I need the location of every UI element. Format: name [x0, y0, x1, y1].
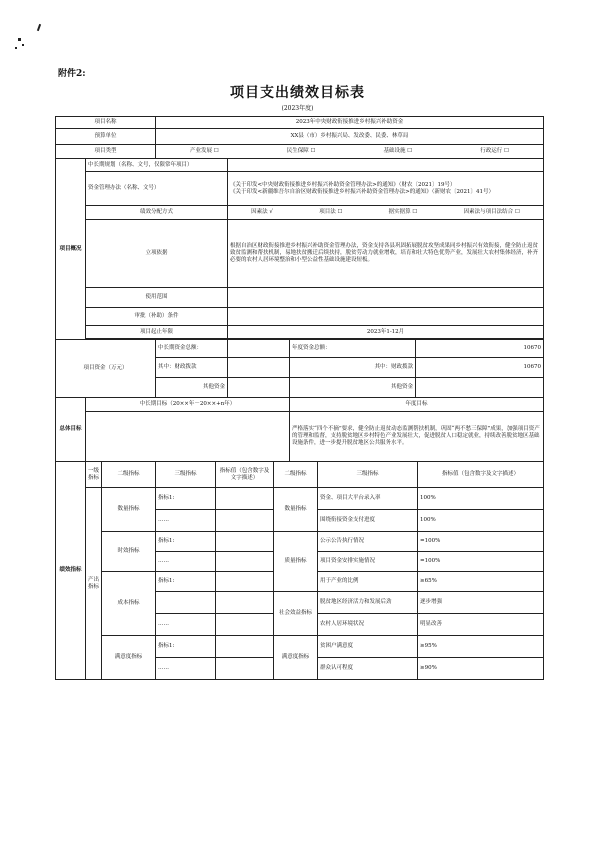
alloc-option-project[interactable]: [319, 209, 342, 216]
year-total-value: 10670: [416, 340, 544, 358]
approval-label: 审批（补助）条件: [86, 308, 228, 326]
right-l3: 公示公告执行情况: [318, 532, 418, 552]
long-total-label: 中长期资金总额：: [156, 340, 228, 358]
year-label: (2023年度): [281, 105, 314, 112]
scan-mark-3: [22, 44, 24, 46]
checkbox-icon: ☐: [213, 148, 219, 155]
overview-section-label: [56, 159, 86, 340]
right-l3: 贫困户满意度: [318, 636, 418, 658]
scan-mark-4: [15, 47, 17, 49]
long-other-label: 其他资金: [156, 378, 228, 398]
basis-label: 立项依据: [86, 220, 228, 288]
indicator-more: ……: [156, 658, 216, 680]
approval-value: [228, 308, 544, 326]
indicator-value: [216, 636, 274, 658]
right-value: =100%: [418, 552, 544, 572]
type-option-label: 民生保障: [286, 148, 309, 155]
scope-value: [228, 288, 544, 308]
attachment-label: 附件2:: [58, 69, 86, 79]
head-l2-right: 二级指标: [274, 462, 318, 488]
alloc-option-label: 项目法: [319, 209, 336, 216]
right-quality-label: 质量指标: [274, 532, 318, 592]
alloc-option-factor[interactable]: [251, 209, 273, 216]
indicators-section-label: [56, 462, 86, 680]
output-indicator-label: 产出指标: [86, 488, 102, 680]
goals-label-text: 总体目标: [59, 426, 82, 433]
checkbox-icon: ☐: [504, 148, 509, 155]
right-value: 100%: [418, 488, 544, 510]
type-option-label: 产业发展: [190, 148, 213, 155]
checkbox-icon: ☐: [407, 148, 413, 155]
dept-value: XX县（市）乡村振兴局、发改委、民委、林草局: [156, 129, 544, 145]
long-fiscal-label: 其中：财政拨款: [156, 358, 228, 378]
mgmt-value-line-1: 《关于印发<中央财政衔接推进乡村振兴补助资金管理办法>的通知》（财农〔2021〕19号）: [230, 181, 456, 188]
plan-label: 中长期规划（名称、文号，仅限常年项目）: [86, 159, 228, 172]
year-fiscal-value: 10670: [416, 358, 544, 378]
indicator-more: ……: [156, 552, 216, 572]
right-value: 100%: [418, 510, 544, 532]
goals-section-label: [56, 398, 86, 462]
indicator-item: 指标1:: [156, 572, 216, 592]
head-l2: 二级指标: [102, 462, 156, 488]
dept-label: 预算单位: [56, 129, 156, 145]
right-satisfaction-label: 满意度指标: [274, 636, 318, 680]
mgmt-label: 资金管理办法（名称、文号）: [86, 172, 228, 206]
alloc-label: 绩效分配方式: [86, 206, 228, 220]
year-total-label: 年度资金总额：: [290, 340, 416, 358]
type-option-label: 行政运行: [480, 148, 503, 155]
head-l3-right: 三级指标: [318, 462, 418, 488]
type-option-industry[interactable]: [190, 148, 219, 155]
checkmark-icon: √: [269, 209, 273, 216]
indicator-more: ……: [156, 510, 216, 532]
mgmt-value: [228, 172, 544, 206]
right-l3: 脱贫地区经济活力和发展后劲: [318, 592, 418, 614]
timeliness-indicator-label: 时效指标: [102, 532, 156, 572]
indicator-more: ……: [156, 614, 216, 636]
long-other-value: [228, 378, 290, 398]
checkbox-icon: ☐: [412, 209, 418, 216]
right-quantity-label: 数量指标: [274, 488, 318, 532]
year-fiscal-label: 其中：财政拨款: [290, 358, 416, 378]
indicator-value: [216, 572, 274, 592]
head-value: 指标值（包含数字及文字描述）: [216, 462, 274, 488]
right-l3: 群众认可程度: [318, 658, 418, 680]
indicators-table: [55, 461, 544, 680]
indicator-value: [216, 510, 274, 532]
indicator-value: [216, 488, 274, 510]
long-goal-value: [86, 412, 290, 462]
type-label: 项目类型: [56, 145, 156, 159]
head-value-right: 指标值（包含数字及文字描述）: [418, 462, 544, 488]
right-value: 逐步增强: [418, 592, 544, 614]
alloc-option-actual[interactable]: [389, 209, 418, 216]
page-title: 项目支出绩效目标表: [230, 85, 365, 101]
performance-table: [55, 116, 544, 680]
right-value: ≥95%: [418, 636, 544, 658]
right-l3: 围绕衔接资金支付进度: [318, 510, 418, 532]
type-option-label: 基础设施: [383, 148, 406, 155]
indicator-cell: [156, 592, 216, 614]
checkbox-icon: ☐: [310, 148, 316, 155]
long-total-value: [228, 340, 290, 358]
alloc-option-combined[interactable]: [464, 209, 520, 216]
checkbox-icon: ☐: [337, 209, 343, 216]
basis-value: 根据自治区财政衔接推进乡村振兴补助资金管理办法，资金支持各县巩固拓展脱贫攻坚成果同乡村振兴有效衔接，健全防止返贫致贫监测和帮扶机制，易地扶贫搬迁后续扶持，脱贫劳动力就业增收，培育和壮大特色优势产业，发展壮大农村集体经济，补齐必要的农村人居环境整治和小型公益性基础设施建设短板。: [228, 220, 544, 288]
project-name-value: 2023年中央财政衔接推进乡村振兴补助资金: [156, 117, 544, 129]
right-l3: 项目资金安排实施情况: [318, 552, 418, 572]
alloc-option-label: 因素法: [251, 209, 268, 216]
right-value: ≥65%: [418, 572, 544, 592]
type-option-livelihood[interactable]: [287, 148, 316, 155]
scan-mark-1: [37, 24, 41, 31]
indicator-value: [216, 658, 274, 680]
year-other-value: [416, 378, 544, 398]
indicator-item: 指标1:: [156, 488, 216, 510]
indicators-label-text: 绩效指标: [59, 567, 82, 574]
year-goal-label: 年度目标: [290, 398, 544, 412]
right-value: =100%: [418, 532, 544, 552]
satisfaction-l2-label: 满意度指标: [102, 636, 156, 680]
head-l3: 三级指标: [156, 462, 216, 488]
indicator-item: 指标1:: [156, 636, 216, 658]
basic-info-table: [55, 116, 544, 462]
period-label: 项目起止年限: [86, 326, 228, 339]
year-goal-value: 严格落实“四个不摘”要求，健全防止返贫动态监测帮扶机制，巩固“两不愁三保障”成果，加强项目资产的管理和监督，支持脱贫地区乡村特色产业发展壮大，促进脱贫人口稳定就业，持续改善脱贫地区基础设施条件，进一步提升脱贫地区公共服务水平。: [290, 412, 544, 462]
type-options: [156, 145, 544, 159]
right-l3: 用于产业的比例: [318, 572, 418, 592]
year-other-label: 其他资金: [290, 378, 416, 398]
indicator-value: [216, 532, 274, 552]
project-name-label: 项目名称: [56, 117, 156, 129]
alloc-option-label: 据实据算: [388, 209, 411, 216]
mgmt-value-line-2: 《关于印发<新疆维吾尔自治区财政衔接推进乡村振兴补助资金管理办法>的通知》（新财农〔2021〕41号）: [230, 188, 494, 195]
scope-label: 使用范围: [86, 288, 228, 308]
scan-mark-2: [18, 38, 21, 41]
cost-indicator-label: 成本指标: [102, 572, 156, 636]
quantity-indicator-label: 数量指标: [102, 488, 156, 532]
indicator-value: [216, 552, 274, 572]
indicator-item: 指标1:: [156, 532, 216, 552]
right-l3: 农村人居环境状况: [318, 614, 418, 636]
alloc-options: [228, 206, 544, 220]
long-goal-label: 中长期目标（20××年－20××+n年）: [86, 398, 290, 412]
right-l3: 资金、项目大平台录入率: [318, 488, 418, 510]
long-fiscal-value: [228, 358, 290, 378]
period-value: 2023年1-12月: [228, 326, 544, 339]
funds-label: 项目资金（万元）: [56, 340, 156, 398]
checkbox-icon: ☐: [514, 209, 520, 216]
right-value: ≥90%: [418, 658, 544, 680]
alloc-option-label: 因素法与项目法结合: [463, 209, 514, 216]
indicator-value: [216, 592, 274, 614]
type-option-infrastructure[interactable]: [384, 148, 413, 155]
indicator-value: [216, 614, 274, 636]
right-social-label: 社会效益指标: [274, 592, 318, 636]
head-l1: 一级指标: [86, 462, 102, 488]
overview-label-text: 项目概况: [59, 245, 82, 252]
plan-value: [228, 159, 544, 172]
right-value: 明显改善: [418, 614, 544, 636]
type-option-operation[interactable]: [480, 148, 509, 155]
